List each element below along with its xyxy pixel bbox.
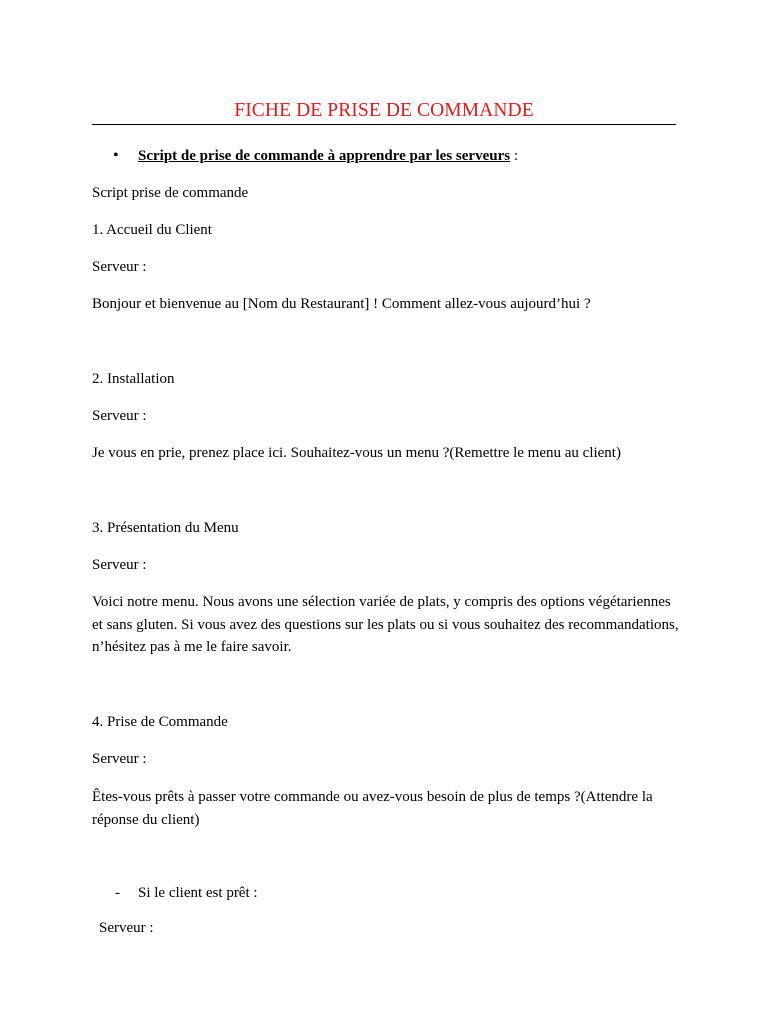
speaker-label: Serveur :	[99, 920, 154, 936]
section-heading: 3. Présentation du Menu	[92, 520, 239, 536]
dialogue-text: Bonjour et bienvenue au [Nom du Restaurant] ! Comment allez-vous aujourd’hui ?	[92, 296, 591, 312]
intro-line: Script prise de commande	[92, 185, 249, 201]
bullet-icon: •	[113, 147, 119, 164]
speaker-label: Serveur :	[92, 557, 147, 573]
bullet-item	[138, 145, 518, 168]
speaker-label: Serveur :	[92, 751, 147, 767]
title-underline-rule	[92, 124, 676, 125]
dialogue-text: Je vous en prie, prenez place ici. Souhaitez-vous un menu ?(Remettre le menu au client)	[92, 445, 621, 461]
section-heading: 2. Installation	[92, 371, 175, 387]
speaker-label: Serveur :	[92, 408, 147, 424]
dash-bullet-icon: -	[115, 885, 120, 901]
document-title: FICHE DE PRISE DE COMMANDE	[234, 100, 534, 121]
section-heading: 1. Accueil du Client	[92, 222, 212, 238]
bullet-suffix: :	[510, 148, 518, 164]
dialogue-text: Êtes-vous prêts à passer votre commande ou avez-vous besoin de plus de temps ?(Attendre la réponse du client)	[92, 789, 653, 828]
dialogue-text: Voici notre menu. Nous avons une sélection variée de plats, y compris des options végétariennes et sans gluten. Si vous avez des questions sur les plats ou si vous souhaitez des recommandations, n’hésitez pas à me le faire savoir.	[92, 594, 679, 655]
bullet-label: Script de prise de commande à apprendre par les serveurs	[138, 148, 511, 164]
speaker-label: Serveur :	[92, 259, 147, 275]
sub-item-text: Si le client est prêt :	[138, 885, 258, 901]
section-heading: 4. Prise de Commande	[92, 714, 228, 730]
